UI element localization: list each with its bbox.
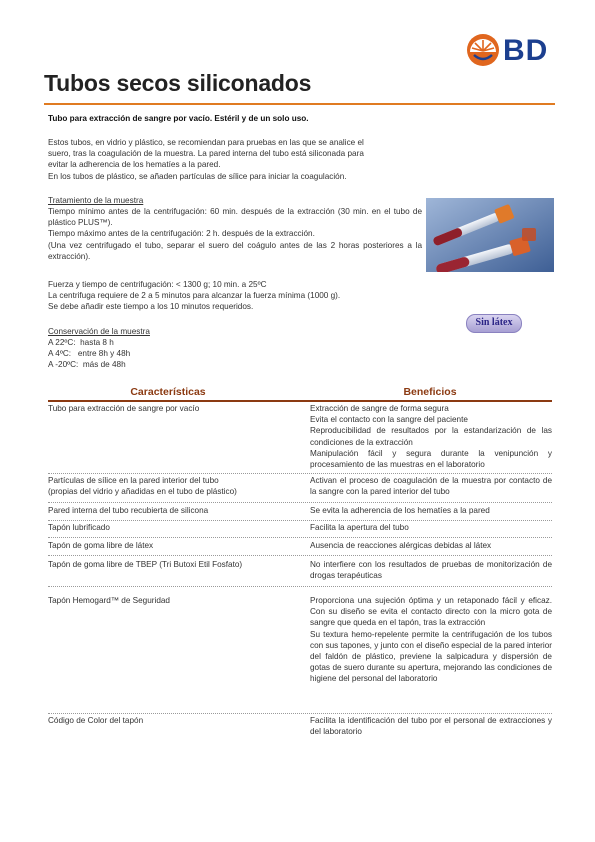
treatment-heading: Tratamiento de la muestra xyxy=(48,196,144,205)
benefit-line: Manipulación fácil y segura durante la venipunción y procesamiento de las muestras en el laboratorio xyxy=(310,448,552,470)
characteristic-line: Tapón Hemogard™ de Seguridad xyxy=(48,596,170,605)
benefit-line: Proporciona una sujeción óptima y un retaponado fácil y eficaz. Con su diseño se evita el contacto directo con la micro gota de sangre que queda en el tapón, tras la extracción xyxy=(310,596,552,628)
characteristic-line: Pared interna del tubo recubierta de silicona xyxy=(48,506,209,515)
row-divider xyxy=(48,713,552,714)
benefit-line: Se evita la adherencia de los hematíes a la pared xyxy=(310,506,490,515)
characteristic-line: Tapón lubrificado xyxy=(48,523,110,532)
treatment-line: (Una vez centrifugado el tubo, separar el suero del coágulo antes de las 2 horas posteriores a la extracción). xyxy=(48,240,422,261)
bd-sun-icon xyxy=(466,33,500,67)
title-rule xyxy=(44,103,555,105)
benefit-cell xyxy=(310,595,552,685)
conservation-line: A 22ºC: hasta 8 h xyxy=(48,338,114,347)
intro-line: En los tubos de plástico, se añaden partículas de sílice para iniciar la coagulación. xyxy=(48,171,347,181)
benefit-cell xyxy=(310,505,552,516)
row-divider xyxy=(48,502,552,503)
benefit-cell xyxy=(310,522,552,533)
characteristic-line: Código de Color del tapón xyxy=(48,716,144,725)
row-divider xyxy=(48,537,552,538)
benefit-line: Su textura hemo-repelente permite la centrifugación de los tubos con sus tapones, y junto con el diseño especial de la pared interior del faldón de plástico, previene la salpicadura y dispersión de gotas de suero durante su apertura, mejorando las condiciones de higiene del personal del laboratorio xyxy=(310,629,552,684)
intro-line: Estos tubos, en vidrio y plástico, se recomiendan para pruebas en las que se analice el xyxy=(48,138,364,147)
benefit-cell xyxy=(310,403,552,470)
conservation-text xyxy=(48,337,248,371)
centrifuge-text xyxy=(48,279,418,313)
benefit-line: Evita el contacto con la sangre del paciente xyxy=(310,415,468,425)
benefit-line: No interfiere con los resultados de pruebas de monitorización de drogas terapéuticas xyxy=(310,560,552,581)
row-divider xyxy=(48,520,552,521)
centrifuge-line: La centrifuga requiere de 2 a 5 minutos para alcanzar la fuerza mínima (1000 g). xyxy=(48,291,341,301)
treatment-line: Tiempo mínimo antes de la centrifugación: 60 min. después de la extracción (30 min. en el tubo de plástico PLUS™). xyxy=(48,207,422,228)
benefit-cell xyxy=(310,540,552,551)
benefit-cell xyxy=(310,559,552,581)
row-divider xyxy=(48,555,552,556)
row-divider xyxy=(48,586,552,587)
intro-line: evitar la adherencia de los hematíes a la pared. xyxy=(48,160,221,170)
characteristic-cell xyxy=(48,715,298,726)
column-header-benefits: Beneficios xyxy=(403,386,457,398)
centrifuge-line: Fuerza y tiempo de centrifugación: < 1300 g; 10 min. a 25ºC xyxy=(48,280,267,289)
benefit-line: Facilita la apertura del tubo xyxy=(310,523,409,532)
characteristic-cell xyxy=(48,505,298,516)
benefit-line: Activan el proceso de coagulación de la muestra por contacto de la sangre con la pared interior del tubo xyxy=(310,476,552,497)
intro-line: suero, tras la coagulación de la muestra. La pared interna del tubo está siliconada para xyxy=(48,149,364,159)
characteristic-line: Tapón de goma libre de TBEP (Tri Butoxi Etil Fosfato) xyxy=(48,560,243,569)
product-tubes-photo xyxy=(426,198,554,272)
treatment-line: Tiempo máximo antes de la centrifugación: 2 h. después de la extracción. xyxy=(48,229,315,239)
benefit-cell xyxy=(310,475,552,497)
centrifuge-line: Se debe añadir este tiempo a los 10 minutos requeridos. xyxy=(48,302,254,312)
row-divider xyxy=(48,473,552,474)
conservation-line: A -20ºC: más de 48h xyxy=(48,360,126,370)
benefit-line: Extracción de sangre de forma segura xyxy=(310,404,449,413)
bd-logo xyxy=(466,33,566,69)
characteristic-cell xyxy=(48,540,298,551)
benefit-cell xyxy=(310,715,552,737)
intro-text xyxy=(48,137,418,182)
column-header-characteristics: Características xyxy=(130,386,206,398)
characteristic-cell xyxy=(48,403,298,414)
benefit-line: Ausencia de reacciones alérgicas debidas al látex xyxy=(310,541,492,550)
characteristic-cell xyxy=(48,559,298,570)
benefit-line: Reproducibilidad de resultados por la estandarización de las condiciones de la extracción xyxy=(310,426,552,447)
conservation-line: A 4ºC: entre 8h y 48h xyxy=(48,349,131,359)
characteristic-cell xyxy=(48,595,298,606)
characteristic-line: Tubo para extracción de sangre por vacío xyxy=(48,404,200,413)
characteristic-cell xyxy=(48,522,298,533)
product-subtitle: Tubo para extracción de sangre por vacío. Estéril y de un solo uso. xyxy=(48,114,309,123)
conservation-heading: Conservación de la muestra xyxy=(48,327,150,336)
table-header-rule xyxy=(48,400,552,402)
latex-free-label: Sin látex xyxy=(475,317,513,328)
bd-logo-text: BD xyxy=(503,34,549,67)
page-title: Tubos secos siliconados xyxy=(44,70,312,96)
treatment-text xyxy=(48,206,422,262)
benefit-line: Facilita la identificación del tubo por el personal de extracciones y del laboratorio xyxy=(310,716,552,737)
characteristic-line: Tapón de goma libre de látex xyxy=(48,541,154,550)
latex-free-badge xyxy=(466,314,522,333)
characteristic-cell xyxy=(48,475,298,497)
characteristic-line: (propias del vidrio y añadidas en el tubo de plástico) xyxy=(48,487,237,497)
characteristic-line: Partículas de sílice en la pared interior del tubo xyxy=(48,476,219,485)
